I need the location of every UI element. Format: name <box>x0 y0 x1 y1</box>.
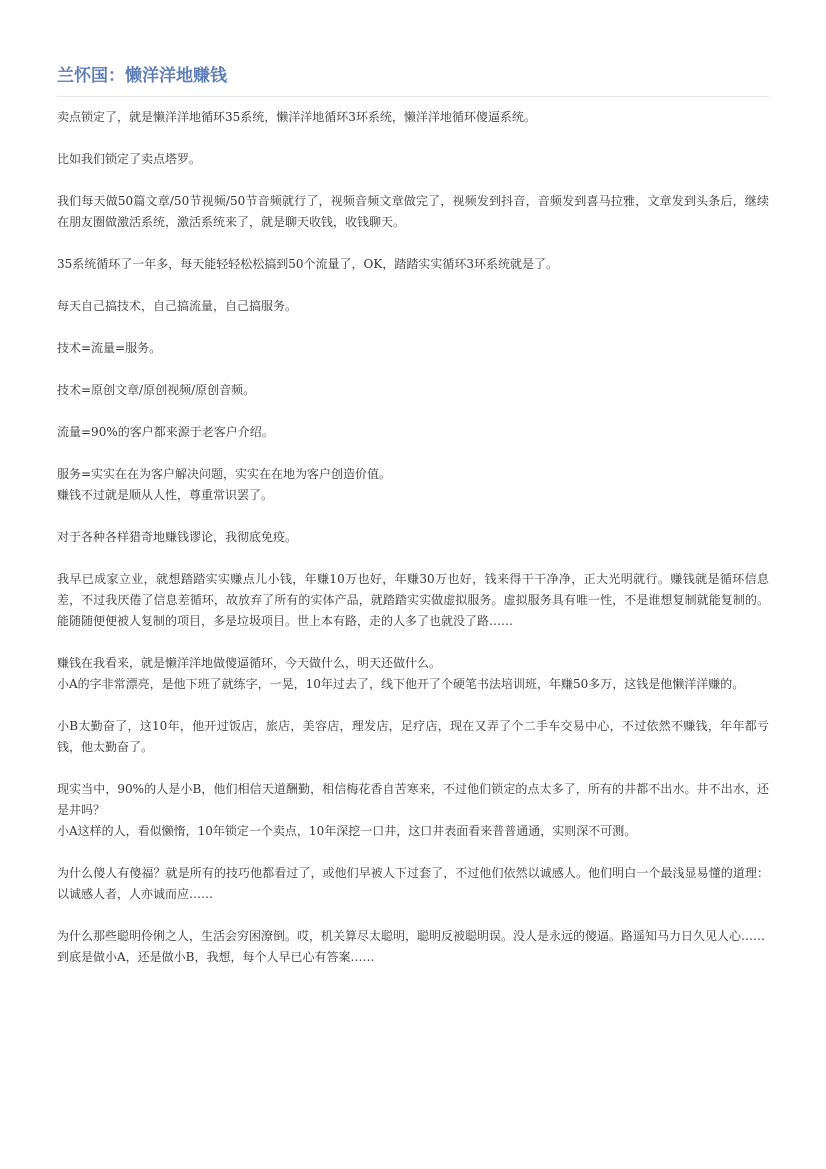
paragraph-line: 到底是做小A，还是做小B，我想，每个人早已心有答案…… <box>57 950 375 964</box>
paragraph-line: 为什么傻人有傻福？就是所有的技巧他都看过了，或他们早被人下过套了，不过他们依然以诚感人。他们明白一个最浅显易懂的道理：以诚感人者，人亦诚而应…… <box>57 866 769 901</box>
paragraph-line: 小A这样的人，看似懒惰，10年锁定一个卖点，10年深挖一口井，这口井表面看来普普通通，实则深不可测。 <box>57 824 637 838</box>
paragraph-line: 赚钱不过就是顺从人性，尊重常识罢了。 <box>57 488 274 502</box>
paragraph-line: 流量=90%的客户都来源于老客户介绍。 <box>57 425 274 439</box>
paragraph-line: 35系统循环了一年多，每天能轻轻松松搞到50个流量了，OK，踏踏实实循环3环系统就是了。 <box>57 257 558 271</box>
paragraph-line: 现实当中，90%的人是小B，他们相信天道酬勤，相信梅花香自苦寒来，不过他们锁定的点太多了，所有的井都不出水。井不出水，还是井吗？ <box>57 782 769 817</box>
paragraph-line: 小B太勤奋了，这10年，他开过饭店，旅店，美容店，理发店，足疗店，现在又弄了个二手车交易中心，不过依然不赚钱，年年都亏钱，他太勤奋了。 <box>57 719 769 754</box>
article-paragraph <box>57 107 769 128</box>
paragraph-line: 为什么那些聪明伶俐之人，生活会穷困潦倒。哎，机关算尽太聪明，聪明反被聪明误。没人是永远的傻逼。路遥知马力日久见人心…… <box>57 929 766 943</box>
paragraph-line: 比如我们锁定了卖点塔罗。 <box>57 152 202 166</box>
paragraph-line: 我们每天做50篇文章/50节视频/50节音频就行了，视频音频文章做完了，视频发到抖音，音频发到喜马拉雅，文章发到头条后，继续在朋友圈做激活系统，激活系统来了，就是聊天收钱，收钱聊天。 <box>57 194 769 229</box>
article-paragraph <box>57 464 769 506</box>
article-paragraph <box>57 926 769 968</box>
paragraph-line: 技术=原创文章/原创视频/原创音频。 <box>57 383 256 397</box>
article-paragraph <box>57 527 769 548</box>
article-paragraph <box>57 422 769 443</box>
article-paragraph <box>57 296 769 317</box>
paragraph-line: 赚钱在我看来，就是懒洋洋地做傻逼循环，今天做什么，明天还做什么。 <box>57 656 442 670</box>
paragraph-line: 对于各种各样猎奇地赚钱谬论，我彻底免疫。 <box>57 530 298 544</box>
article-paragraph <box>57 863 769 905</box>
article-paragraph <box>57 338 769 359</box>
article-paragraph <box>57 653 769 695</box>
article-paragraph <box>57 380 769 401</box>
paragraph-line: 小A的字非常漂亮，是他下班了就练字，一晃，10年过去了，线下他开了个硬笔书法培训班，年赚50多万，这钱是他懒洋洋赚的。 <box>57 677 745 691</box>
article-paragraph <box>57 779 769 842</box>
article-title: 兰怀国：懒洋洋地赚钱 <box>57 62 769 97</box>
paragraph-line: 卖点锁定了，就是懒洋洋地循环35系统，懒洋洋地循环3环系统，懒洋洋地循环傻逼系统。 <box>57 110 536 124</box>
article <box>57 62 769 989</box>
paragraph-line: 技术=流量=服务。 <box>57 341 162 355</box>
article-paragraph <box>57 569 769 632</box>
article-paragraph <box>57 716 769 758</box>
paragraph-line: 每天自己搞技术，自己搞流量，自己搞服务。 <box>57 299 298 313</box>
article-body <box>57 107 769 968</box>
article-paragraph <box>57 149 769 170</box>
paragraph-line: 我早已成家立业，就想踏踏实实赚点儿小钱，年赚10万也好，年赚30万也好，钱来得干干净净，正大光明就行。赚钱就是循环信息差，不过我厌倦了信息差循环，故放弃了所有的实体产品，就踏踏实实做虚拟服务。虚拟服务具有唯一性，不是谁想复制就能复制的。能随随便便被人复制的项目，多是垃圾项目。世上本有路，走的人多了也就没了路…… <box>57 572 769 628</box>
article-paragraph <box>57 254 769 275</box>
article-paragraph <box>57 191 769 233</box>
paragraph-line: 服务=实实在在为客户解决问题，实实在在地为客户创造价值。 <box>57 467 392 481</box>
